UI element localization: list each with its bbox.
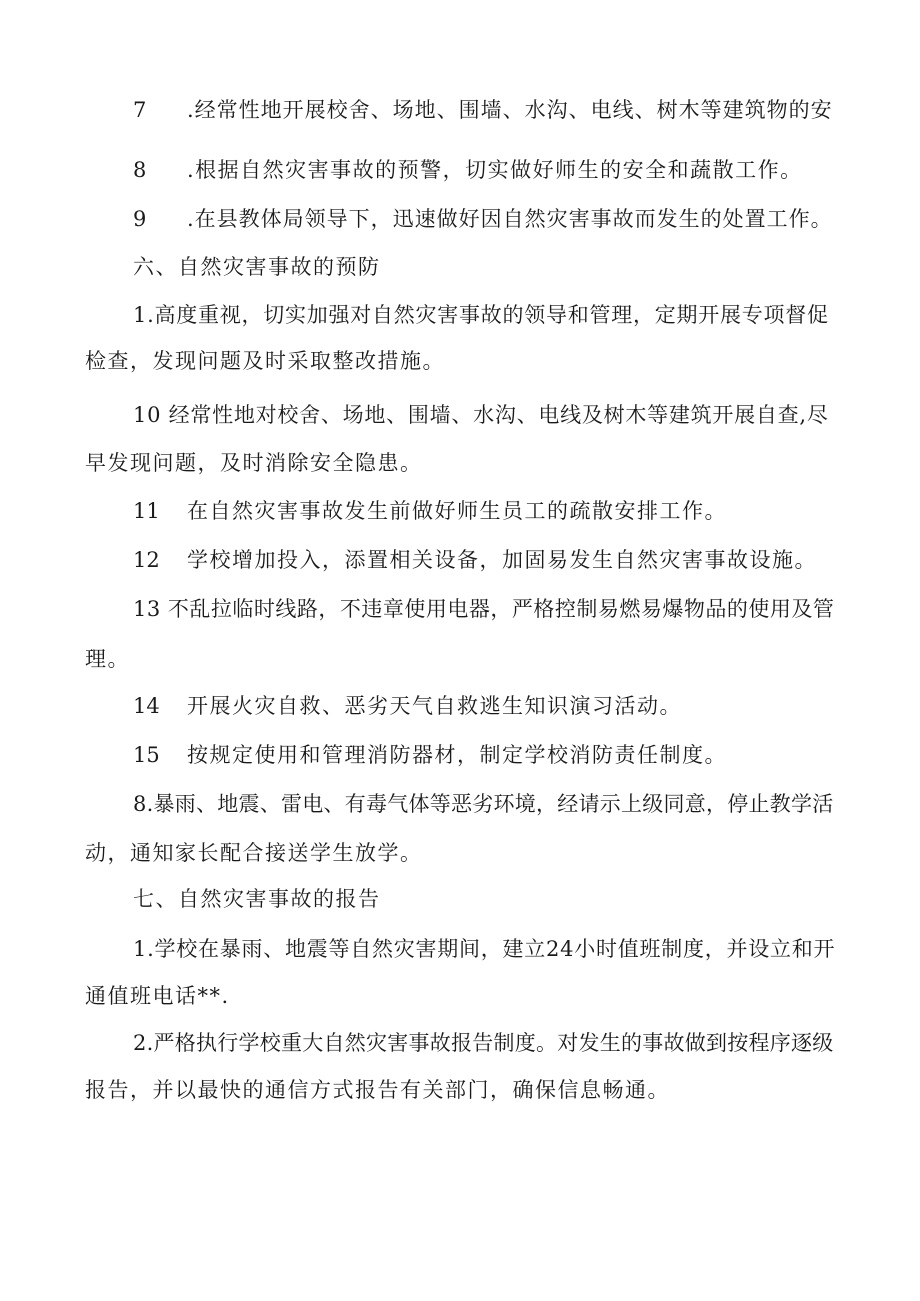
paragraph-line: 8.暴雨、地震、雷电、有毒气体等恶劣环境，经请示上级同意，停止教学活 — [133, 792, 834, 816]
paragraph-line: 13 不乱拉临时线路，不违章使用电器，严格控制易燃易爆物品的使用及管 — [133, 597, 835, 621]
paragraph-line: 通值班电话**. — [85, 984, 230, 1008]
item-number: 8 — [133, 158, 147, 182]
item-number: 11 — [133, 499, 160, 523]
item-text: 按规定使用和管理消防器材，制定学校消防责任制度。 — [187, 743, 727, 767]
item-text: .经常性地开展校舍、场地、围墙、水沟、电线、树木等建筑物的安 — [187, 98, 833, 122]
paragraph-line: 1.高度重视，切实加强对自然灾害事故的领导和管理，定期开展专项督促 — [133, 303, 829, 327]
paragraph-line: 检查，发现问题及时采取整改措施。 — [85, 349, 445, 373]
item-text: 在自然灾害事故发生前做好师生员工的疏散安排工作。 — [187, 499, 727, 523]
section-heading: 七、自然灾害事故的报告 — [133, 887, 381, 911]
paragraph-line: 报告，并以最快的通信方式报告有关部门，确保信息畅通。 — [85, 1078, 670, 1102]
section-heading: 六、自然灾害事故的预防 — [133, 255, 381, 279]
item-text: 学校增加投入，添置相关设备，加固易发生自然灾害事故设施。 — [187, 548, 817, 572]
item-number: 7 — [133, 98, 147, 122]
item-number: 9 — [133, 207, 147, 231]
paragraph-line: 1.学校在暴雨、地震等自然灾害期间，建立24小时值班制度，并设立和开 — [133, 937, 836, 961]
paragraph-line: 动，通知家长配合接送学生放学。 — [85, 841, 423, 865]
item-number: 15 — [133, 743, 160, 767]
paragraph-line: 2.严格执行学校重大自然灾害事故报告制度。对发生的事故做到按程序逐级 — [133, 1031, 834, 1055]
item-text: 开展火灾自救、恶劣天气自救逃生知识演习活动。 — [187, 694, 682, 718]
item-text: .在县教体局领导下，迅速做好因自然灾害事故而发生的处置工作。 — [187, 207, 833, 231]
paragraph-line: 10 经常性地对校舍、场地、围墙、水沟、电线及树木等建筑开展自查,尽 — [133, 403, 829, 427]
paragraph-line: 早发现问题，及时消除安全隐患。 — [85, 451, 423, 475]
item-number: 14 — [133, 694, 160, 718]
item-number: 12 — [133, 548, 160, 572]
paragraph-line: 理。 — [85, 647, 130, 671]
item-text: .根据自然灾害事故的预警，切实做好师生的安全和蔬散工作。 — [187, 158, 803, 182]
